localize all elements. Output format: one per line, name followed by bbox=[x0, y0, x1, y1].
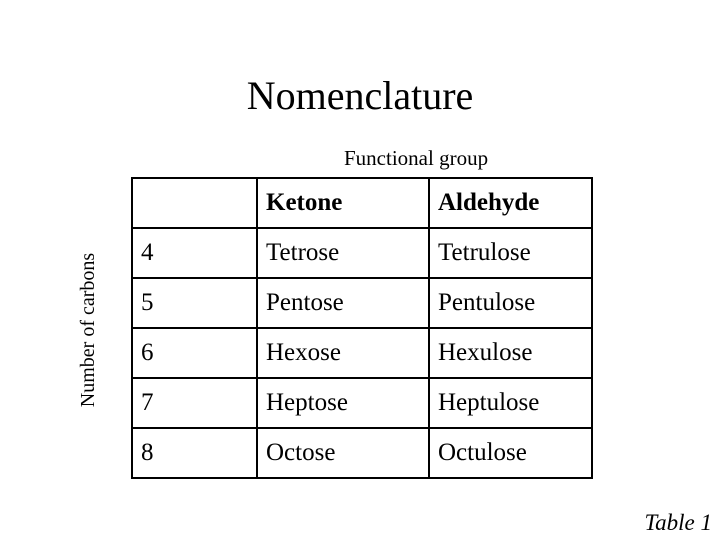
carbon-count-cell: 5 bbox=[132, 278, 257, 328]
carbon-count-cell: 4 bbox=[132, 228, 257, 278]
table-row bbox=[132, 428, 592, 478]
header-cell-ketone: Ketone bbox=[257, 178, 429, 228]
ketone-cell: Tetrose bbox=[257, 228, 429, 278]
table-row bbox=[132, 278, 592, 328]
table-row bbox=[132, 328, 592, 378]
carbon-count-cell: 8 bbox=[132, 428, 257, 478]
aldehyde-cell: Tetrulose bbox=[429, 228, 592, 278]
functional-group-label: Functional group bbox=[344, 146, 489, 170]
ketone-cell: Heptose bbox=[257, 378, 429, 428]
aldehyde-cell: Hexulose bbox=[429, 328, 592, 378]
ketone-cell: Pentose bbox=[257, 278, 429, 328]
header-cell-aldehyde: Aldehyde bbox=[429, 178, 592, 228]
aldehyde-cell: Pentulose bbox=[429, 278, 592, 328]
ketone-cell: Octose bbox=[257, 428, 429, 478]
table-row bbox=[132, 228, 592, 278]
aldehyde-cell: Octulose bbox=[429, 428, 592, 478]
nomenclature-table bbox=[131, 177, 593, 479]
number-of-carbons-label: Number of carbons bbox=[77, 252, 99, 408]
table-caption: Table 1 bbox=[644, 510, 712, 535]
slide-title: Nomenclature bbox=[246, 73, 474, 118]
table-row bbox=[132, 378, 592, 428]
aldehyde-cell: Heptulose bbox=[429, 378, 592, 428]
table-header-row bbox=[132, 178, 592, 228]
carbon-count-cell: 7 bbox=[132, 378, 257, 428]
carbon-count-cell: 6 bbox=[132, 328, 257, 378]
ketone-cell: Hexose bbox=[257, 328, 429, 378]
header-cell-empty bbox=[132, 178, 257, 228]
